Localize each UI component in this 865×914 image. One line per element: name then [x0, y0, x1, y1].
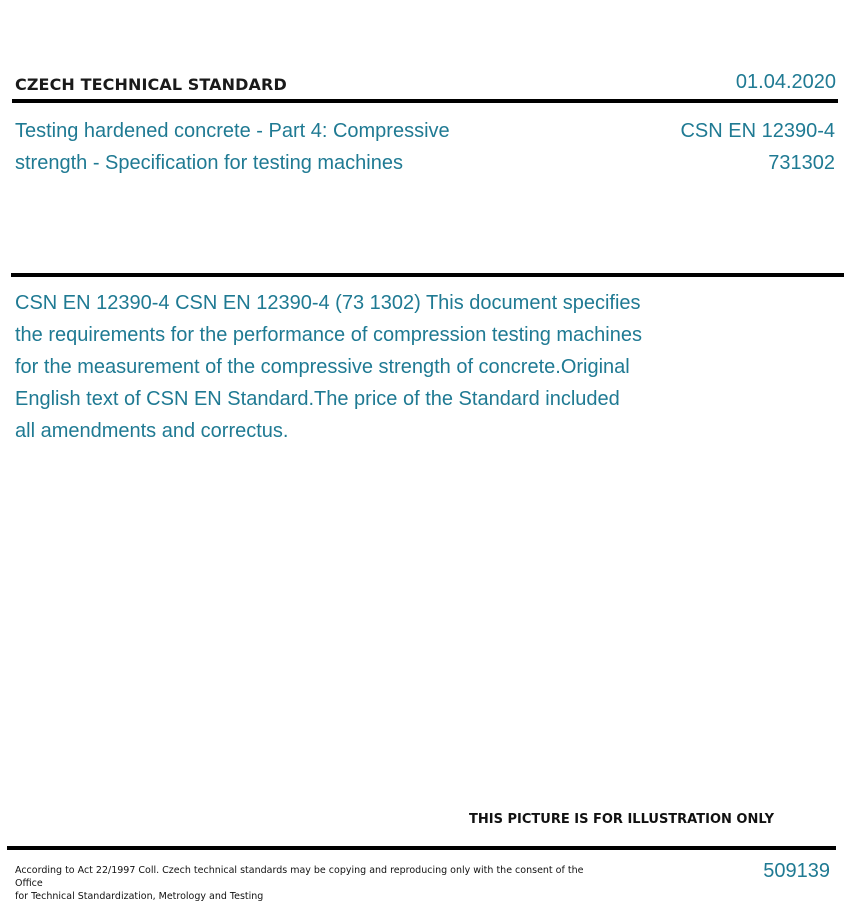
illustration-disclaimer: THIS PICTURE IS FOR ILLUSTRATION ONLY: [469, 812, 774, 827]
standard-identifier: [680, 115, 835, 179]
standard-description: CSN EN 12390-4 CSN EN 12390-4 (73 1302) This document specifies the requirements for the performance of compression testing machines for the measurement of the compressive strength of concrete.Original English text of CSN EN Standard.The price of the Standard included all amendments and correctus.: [15, 292, 642, 442]
standard-title: [15, 115, 575, 179]
document-code: 509139: [763, 860, 830, 882]
classification-code: 731302: [768, 152, 835, 174]
section-divider: [11, 273, 844, 277]
header-divider: [12, 99, 838, 103]
standard-title-line-2: strength - Specification for testing machines: [15, 152, 403, 174]
standard-title-line-1: Testing hardened concrete - Part 4: Compressive: [15, 120, 450, 142]
document-type-label: CZECH TECHNICAL STANDARD: [15, 75, 287, 94]
legal-notice: According to Act 22/1997 Coll. Czech technical standards may be copying and reproducing only with the consent of the Office for Technical Standardization, Metrology and Testing: [15, 865, 584, 902]
footer-divider: [7, 846, 836, 850]
standard-number: CSN EN 12390-4: [680, 120, 835, 142]
publication-date: 01.04.2020: [735, 71, 836, 93]
